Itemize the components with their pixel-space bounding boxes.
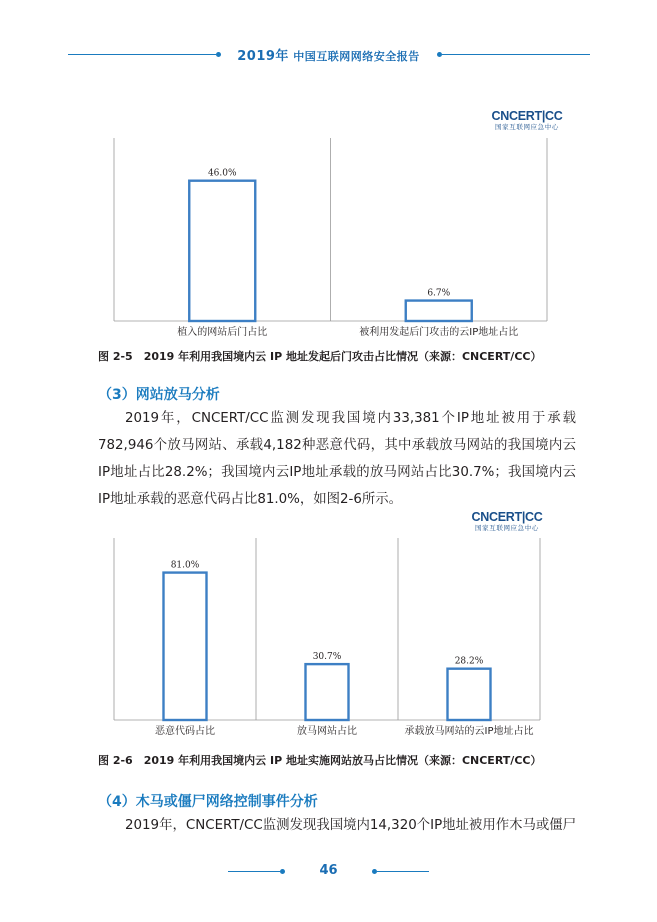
chart2-bar-1: [164, 573, 207, 720]
chart1-category-label-1: 植入的网站后门占比: [177, 327, 268, 338]
chart1-category-label-2: 被利用发起后门攻击的云IP地址占比: [359, 327, 519, 338]
chart2-bar-2: [306, 664, 349, 720]
chart1-value-label-2: 6.7%: [427, 288, 451, 299]
cncert-logo-1: CNCERT|CC 国家互联网应急中心: [491, 109, 563, 131]
footer-rule-right: [377, 871, 429, 872]
chart2-value-label-3: 28.2%: [454, 656, 484, 667]
chart2-value-label-1: 81.0%: [170, 560, 200, 571]
section-heading-3: （3）网站放马分析: [98, 387, 220, 403]
section-heading-4: （4）木马或僵尸网络控制事件分析: [98, 794, 318, 810]
paragraph-botnet: 2019年，CNCERT/CC监测发现我国境内14,320个IP地址被用作木马或僵尸: [125, 818, 577, 833]
cncert-logo-2: CNCERT|CC 国家互联网应急中心: [471, 510, 543, 532]
figure-caption-2-6: 图 2-6 2019 年利用我国境内云 IP 地址实施网站放马占比情况（来源：CNCERT/CC）: [98, 754, 542, 767]
chart2-category-label-2: 放马网站占比: [297, 726, 357, 737]
paragraph-website-trojan: 2019年，CNCERT/CC监测发现我国境内33,381个IP地址被用于承载782,946个放马网站、承载4,182种恶意代码，其中承载放马网站的我国境内云IP地址占比28.2%；我国境内云IP地址承载的放马网站占比30.7%；我国境内云IP地址承载的恶意代码占比81.0%，如图2-6所示。: [98, 411, 576, 507]
header-year: 2019年: [237, 49, 289, 64]
chart2-category-label-3: 承载放马网站的云IP地址占比: [404, 726, 534, 737]
chart2-bar-3: [448, 669, 491, 720]
chart1-value-label-1: 46.0%: [207, 168, 237, 179]
chart2-value-label-2: 30.7%: [312, 652, 342, 663]
page-number: 46: [319, 863, 338, 878]
header-title: 中国互联网网络安全报告: [293, 50, 420, 63]
chart2-category-label-1: 恶意代码占比: [155, 726, 215, 737]
figure-caption-2-5: 图 2-5 2019 年利用我国境内云 IP 地址发起后门攻击占比情况（来源：CNCERT/CC）: [98, 350, 542, 363]
